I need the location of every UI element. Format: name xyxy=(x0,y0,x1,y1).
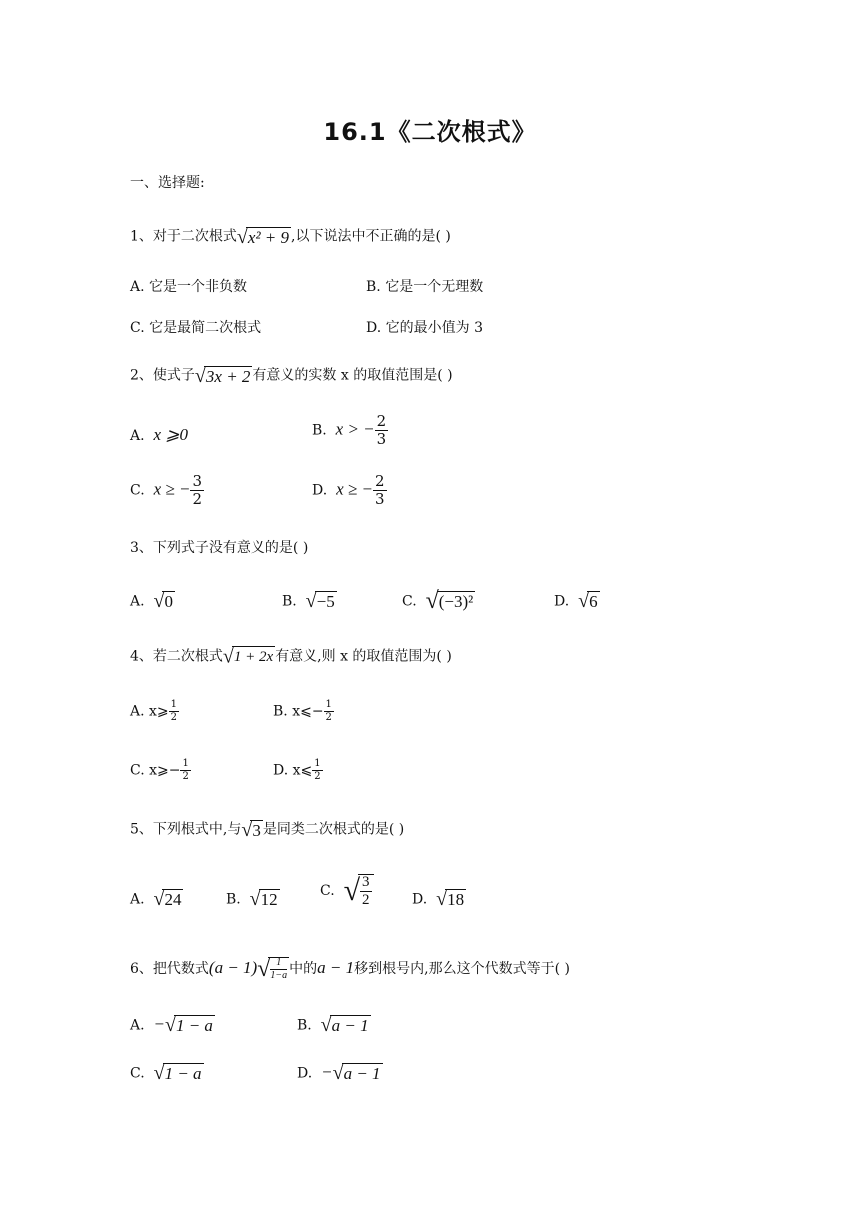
option-d: D. 它的最小值为 3 xyxy=(366,320,483,336)
option-label: D. xyxy=(312,482,328,499)
option-a: A. −√1 − a xyxy=(130,1014,213,1036)
sqrt-expression: √18 xyxy=(436,888,465,910)
sqrt-expression: √−5 xyxy=(305,590,335,612)
fraction: $\frac{2}{3}$ xyxy=(374,472,385,508)
fraction: $\frac{1}{2}$ xyxy=(182,758,189,782)
option-b: B. x⩽− $\frac{1}{2}$ xyxy=(273,699,332,723)
expression: a − 1 xyxy=(317,958,355,978)
option-b: B. 它是一个无理数 xyxy=(366,279,484,295)
sqrt-expression: √3x + 2 xyxy=(194,365,251,388)
question-2-lead: 2、使式子 xyxy=(130,367,195,384)
option-label: B. xyxy=(312,422,327,439)
option-b: B. √a − 1 xyxy=(297,1014,369,1036)
option-expression: x ⩾0 xyxy=(153,425,189,444)
radicand: 3x + 2 xyxy=(205,366,251,386)
option-c xyxy=(130,474,204,507)
option-c: C. √ $\frac{3}{2}$ xyxy=(320,874,374,908)
option-c: C. x⩾− $\frac{1}{2}$ xyxy=(130,758,189,782)
option-label: A. xyxy=(130,428,145,444)
sqrt-expression: √x² + 9 xyxy=(236,226,290,249)
option-b xyxy=(312,414,388,447)
fraction: $\frac{3}{2}$ xyxy=(362,874,370,908)
question-1 xyxy=(130,225,451,248)
sqrt-expression: √(−3)² xyxy=(425,588,474,614)
option-d: D. √18 xyxy=(412,888,465,910)
option-expression: x ≥ − xyxy=(153,479,191,499)
fraction: $\frac{1}{1-a}$ xyxy=(270,957,288,982)
sqrt-expression: √ $\frac{3}{2}$ xyxy=(344,874,374,908)
sqrt-expression: √12 xyxy=(249,888,278,910)
sqrt-expression: √1 − a xyxy=(153,1062,202,1084)
section-heading: 一、选择题: xyxy=(130,175,205,191)
fraction: $\frac{2}{3}$ xyxy=(376,412,387,448)
option-d: D. −√a − 1 xyxy=(297,1062,381,1084)
page-title: 16.1《二次根式》 xyxy=(323,118,537,146)
question-2-tail: 有意义的实数 x 的取值范围是( ) xyxy=(252,367,453,384)
option-a: A. 它是一个非负数 xyxy=(130,279,248,295)
option-d: D. √6 xyxy=(554,590,598,612)
sqrt-expression: √0 xyxy=(153,590,173,612)
sqrt-expression: √ $\frac{1}{1-a}$ xyxy=(257,956,288,983)
sqrt-expression: √1 − a xyxy=(164,1014,213,1036)
question-3: 3、下列式子没有意义的是( ) xyxy=(130,540,309,556)
option-d: D. x⩽ $\frac{1}{2}$ xyxy=(273,758,321,782)
question-2 xyxy=(130,364,453,387)
fraction: $\frac{1}{2}$ xyxy=(314,758,321,782)
question-6: 6、把代数式(a − 1)√ $\frac{1}{1-a}$ 中的a − 1移到根号内,那么这个代数式等于( ) xyxy=(130,956,570,983)
option-a xyxy=(130,425,188,445)
question-5: 5、下列根式中,与√3 是同类二次根式的是( ) xyxy=(130,819,405,842)
sqrt-expression: √1 + 2x xyxy=(222,645,274,668)
option-a: A. √0 xyxy=(130,590,173,612)
fraction: $\frac{1}{2}$ xyxy=(325,699,332,723)
option-c: C. √(−3)² xyxy=(402,588,474,614)
sqrt-expression: √6 xyxy=(578,590,598,612)
option-a: A. x⩾ $\frac{1}{2}$ xyxy=(130,699,178,723)
sqrt-expression: √3 xyxy=(241,819,261,842)
option-d xyxy=(312,474,387,507)
option-expression: x ≥ − xyxy=(336,479,373,499)
option-label: C. xyxy=(130,482,145,499)
fraction: $\frac{1}{2}$ xyxy=(170,699,178,723)
option-expression: x > − xyxy=(335,419,375,439)
radicand: x² + 9 xyxy=(247,227,290,247)
question-1-tail: ,以下说法中不正确的是( ) xyxy=(291,228,451,245)
question-4: 4、若二次根式√1 + 2x 有意义,则 x 的取值范围为( ) xyxy=(130,645,452,668)
option-c: C. √1 − a xyxy=(130,1062,202,1084)
sqrt-expression: √a − 1 xyxy=(320,1014,369,1036)
sqrt-expression: √24 xyxy=(153,888,182,910)
sqrt-expression: √a − 1 xyxy=(332,1062,381,1084)
option-b: B. √12 xyxy=(226,888,278,910)
question-1-lead: 1、对于二次根式 xyxy=(130,228,237,245)
fraction: $\frac{3}{2}$ xyxy=(192,472,202,508)
option-c: C. 它是最简二次根式 xyxy=(130,320,262,336)
option-a: A. √24 xyxy=(130,888,182,910)
expression: (a − 1) xyxy=(208,958,258,978)
option-b: B. √−5 xyxy=(282,590,335,612)
